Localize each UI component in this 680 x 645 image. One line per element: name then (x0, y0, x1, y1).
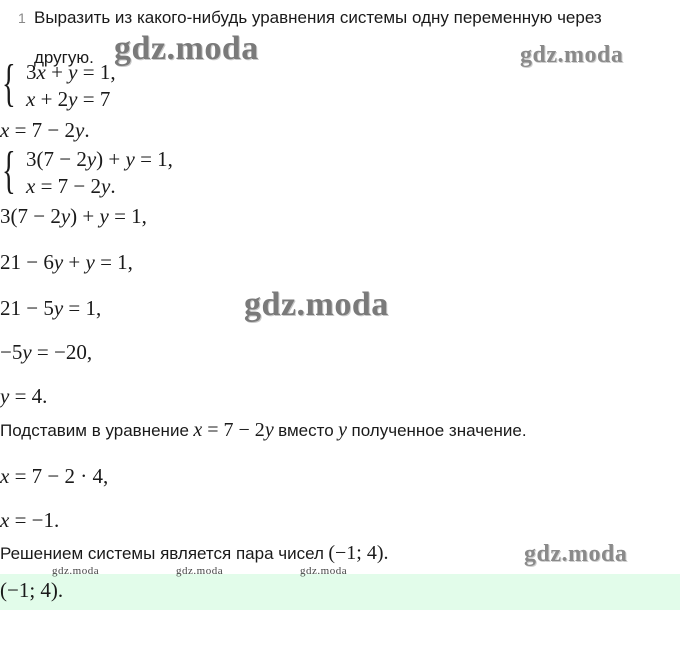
system-2-eq-2: x = 7 − 2y. (26, 174, 116, 198)
step-line-5: y = 4. (0, 384, 48, 408)
watermark-small-1: gdz.moda (52, 565, 100, 577)
substitute-before: Подставим в уравнение (0, 421, 189, 440)
solution-sentence (0, 542, 389, 565)
solution-text: Решением системы является пара чисел (0, 544, 324, 563)
expressed-x: x = 7 − 2y. (0, 118, 90, 142)
substitute-formula: x = 7 − 2y (193, 419, 274, 441)
step-number: 1 (18, 10, 26, 26)
answer-box (0, 574, 680, 610)
watermark-bottom-right: gdz.moda (524, 541, 628, 567)
watermark-top-left: gdz.moda (114, 30, 259, 67)
answer-value: (−1; 4). (0, 578, 64, 602)
system-2-eq-1: 3(7 − 2y) + y = 1, (26, 147, 173, 171)
step-line-3: 21 − 5y = 1, (0, 296, 102, 320)
watermark-small-2: gdz.moda (176, 565, 224, 577)
step-line-2: 21 − 6y + y = 1, (0, 250, 133, 274)
watermark-center: gdz.moda (244, 286, 389, 323)
substitute-var: y (338, 419, 348, 441)
instruction-line-2: другую. (34, 48, 94, 67)
solution-pair: (−1; 4). (328, 542, 389, 564)
calc-line-2: x = −1. (0, 508, 60, 532)
step-line-1: 3(7 − 2y) + y = 1, (0, 204, 147, 228)
system-1-brace: { (2, 55, 16, 112)
instruction-line-1: Выразить из какого-нибудь уравнения системы одну переменную через (34, 8, 602, 27)
substitute-sentence (0, 419, 527, 442)
system-2-brace: { (2, 142, 16, 199)
step-line-4: −5y = −20, (0, 340, 93, 364)
watermark-small-3: gdz.moda (300, 565, 348, 577)
calc-line-1: x = 7 − 2 · 4, (0, 464, 109, 488)
system-1-eq-2: x + 2y = 7 (26, 87, 111, 111)
substitute-middle: вместо (278, 421, 334, 440)
substitute-after: полученное значение. (351, 421, 527, 440)
system-1-eq-1: 3x + y = 1, (26, 60, 116, 84)
watermark-top-right: gdz.moda (520, 42, 624, 68)
